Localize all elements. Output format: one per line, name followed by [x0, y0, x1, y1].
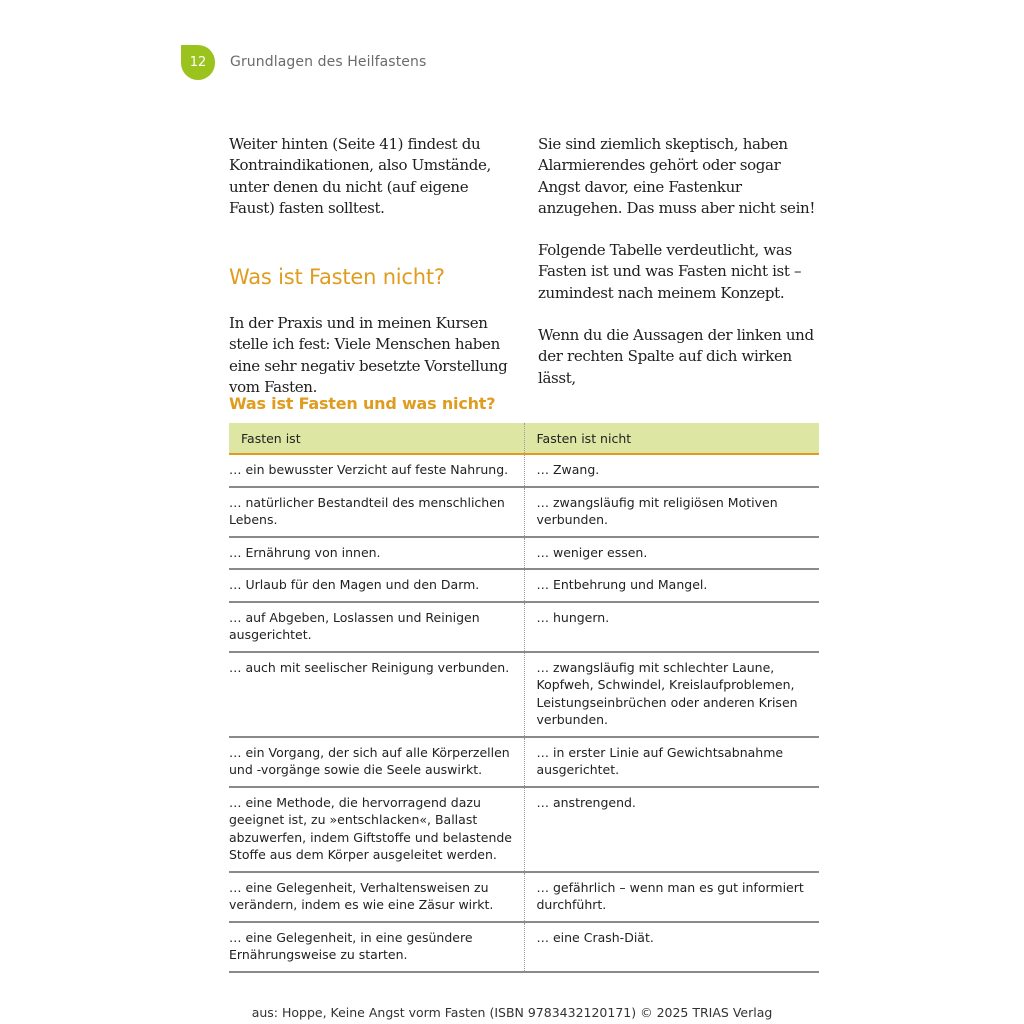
right-paragraph-1: Sie sind ziemlich skeptisch, haben Alarmierendes gehört oder sogar Angst davor, eine Fastenkur anzugehen. Das muss aber nicht sein! [538, 135, 815, 217]
table-row [229, 602, 819, 652]
cell-fasting-is: … ein Vorgang, der sich auf alle Körperzellen und -vorgänge sowie die Seele auswirkt. [229, 737, 524, 787]
column-header-fasting-is-not: Fasten ist nicht [524, 423, 819, 454]
running-head: Grundlagen des Heilfastens [230, 54, 427, 70]
cell-fasting-is-not: … zwangsläufig mit schlechter Laune, Kopfweh, Schwindel, Kreislaufproblemen, Leistungseinbrüchen oder anderen Krisen verbunden. [524, 652, 819, 737]
section-heading: Was ist Fasten nicht? [229, 265, 445, 290]
table-row [229, 652, 819, 737]
cell-fasting-is-not: … hungern. [524, 602, 819, 652]
table-row [229, 537, 819, 570]
cell-fasting-is-not: … eine Crash-Diät. [524, 922, 819, 972]
table-row [229, 787, 819, 872]
table-row [229, 922, 819, 972]
left-column [229, 134, 511, 398]
footer-citation: aus: Hoppe, Keine Angst vorm Fasten (ISBN 9783432120171) © 2025 TRIAS Verlag [251, 1005, 773, 1020]
left-paragraph-1: Weiter hinten (Seite 41) findest du Kontraindikationen, also Umstände, unter denen du nicht (auf eigene Faust) fasten solltest. [229, 135, 491, 217]
page-number-badge [181, 45, 215, 80]
left-paragraph-2: In der Praxis und in meinen Kursen stelle ich fest: Viele Menschen haben eine sehr negativ besetzte Vorstellung vom Fasten. [229, 314, 508, 397]
right-paragraph-2: Folgende Tabelle verdeutlicht, was Fasten ist und was Fasten nicht ist – zumindest nach meinem Konzept. [538, 241, 802, 302]
cell-fasting-is: … eine Gelegenheit, Verhaltensweisen zu verändern, indem es wie eine Zäsur wirkt. [229, 872, 524, 922]
table-header-row [229, 423, 819, 454]
table-row [229, 737, 819, 787]
column-header-fasting-is: Fasten ist [229, 423, 524, 454]
comparison-table [229, 423, 819, 973]
cell-fasting-is: … Ernährung von innen. [229, 537, 524, 570]
table-row [229, 454, 819, 487]
cell-fasting-is: … natürlicher Bestandteil des menschlichen Lebens. [229, 487, 524, 537]
cell-fasting-is: … Urlaub für den Magen und den Darm. [229, 569, 524, 602]
cell-fasting-is-not: … Zwang. [524, 454, 819, 487]
table-title: Was ist Fasten und was nicht? [229, 394, 496, 413]
cell-fasting-is-not: … anstrengend. [524, 787, 819, 872]
cell-fasting-is-not: … gefährlich – wenn man es gut informiert durchführt. [524, 872, 819, 922]
cell-fasting-is: … auf Abgeben, Loslassen und Reinigen ausgerichtet. [229, 602, 524, 652]
page-number: 12 [189, 55, 207, 70]
cell-fasting-is-not: … in erster Linie auf Gewichtsabnahme ausgerichtet. [524, 737, 819, 787]
table-row [229, 487, 819, 537]
right-column [538, 134, 820, 389]
right-paragraph-3: Wenn du die Aussagen der linken und der rechten Spalte auf dich wirken lässt, [538, 326, 814, 387]
cell-fasting-is-not: … Entbehrung und Mangel. [524, 569, 819, 602]
table-row [229, 872, 819, 922]
table-row [229, 569, 819, 602]
cell-fasting-is: … eine Gelegenheit, in eine gesündere Ernährungsweise zu starten. [229, 922, 524, 972]
cell-fasting-is-not: … zwangsläufig mit religiösen Motiven verbunden. [524, 487, 819, 537]
cell-fasting-is: … ein bewusster Verzicht auf feste Nahrung. [229, 454, 524, 487]
cell-fasting-is: … eine Methode, die hervorragend dazu geeignet ist, zu »entschlacken«, Ballast abzuwerfen, indem Giftstoffe und belastende Stoffe aus dem Körper ausgeleitet werden. [229, 787, 524, 872]
cell-fasting-is-not: … weniger essen. [524, 537, 819, 570]
cell-fasting-is: … auch mit seelischer Reinigung verbunden. [229, 652, 524, 737]
